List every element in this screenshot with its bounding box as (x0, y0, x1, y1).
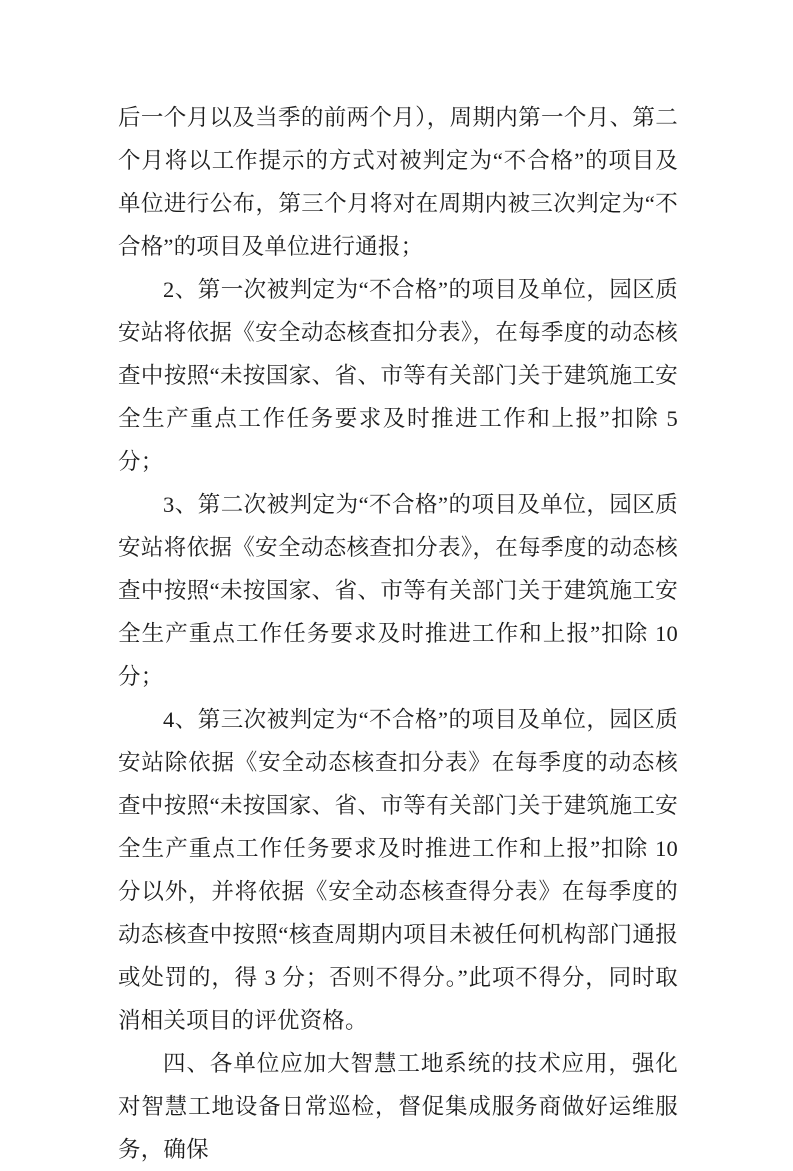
paragraph-item-2: 2、第一次被判定为“不合格”的项目及单位，园区质安站将依据《安全动态核查扣分表》，在每季度的动态核查中按照“未按国家、省、市等有关部门关于建筑施工安全生产重点工作任务要求及时推进工作和上报”扣除 5 分； (118, 277, 678, 474)
paragraph-item-5: 四、各单位应加大智慧工地系统的技术应用，强化对智慧工地设备日常巡检，督促集成服务商做好运维服务，确保 (118, 1051, 678, 1162)
paragraph-item-4: 4、第三次被判定为“不合格”的项目及单位，园区质安站除依据《安全动态核查扣分表》在每季度的动态核查中按照“未按国家、省、市等有关部门关于建筑施工安全生产重点工作任务要求及时推进工作和上报”扣除 10 分以外，并将依据《安全动态核查得分表》在每季度的动态核查中按照“核查周期内项目未被任何机构部门通报或处罚的，得 3 分；否则不得分。”此项不得分，同时取消相关项目的评优资格。 (118, 707, 678, 1033)
document-body (118, 96, 678, 1171)
paragraph-continuation: 后一个月以及当季的前两个月），周期内第一个月、第二个月将以工作提示的方式对被判定为“不合格”的项目及单位进行公布，第三个月将对在周期内被三次判定为“不合格”的项目及单位进行通报； (118, 105, 678, 259)
paragraph-item-3: 3、第二次被判定为“不合格”的项目及单位，园区质安站将依据《安全动态核查扣分表》，在每季度的动态核查中按照“未按国家、省、市等有关部门关于建筑施工安全生产重点工作任务要求及时推进工作和上报”扣除 10 分； (118, 492, 678, 689)
